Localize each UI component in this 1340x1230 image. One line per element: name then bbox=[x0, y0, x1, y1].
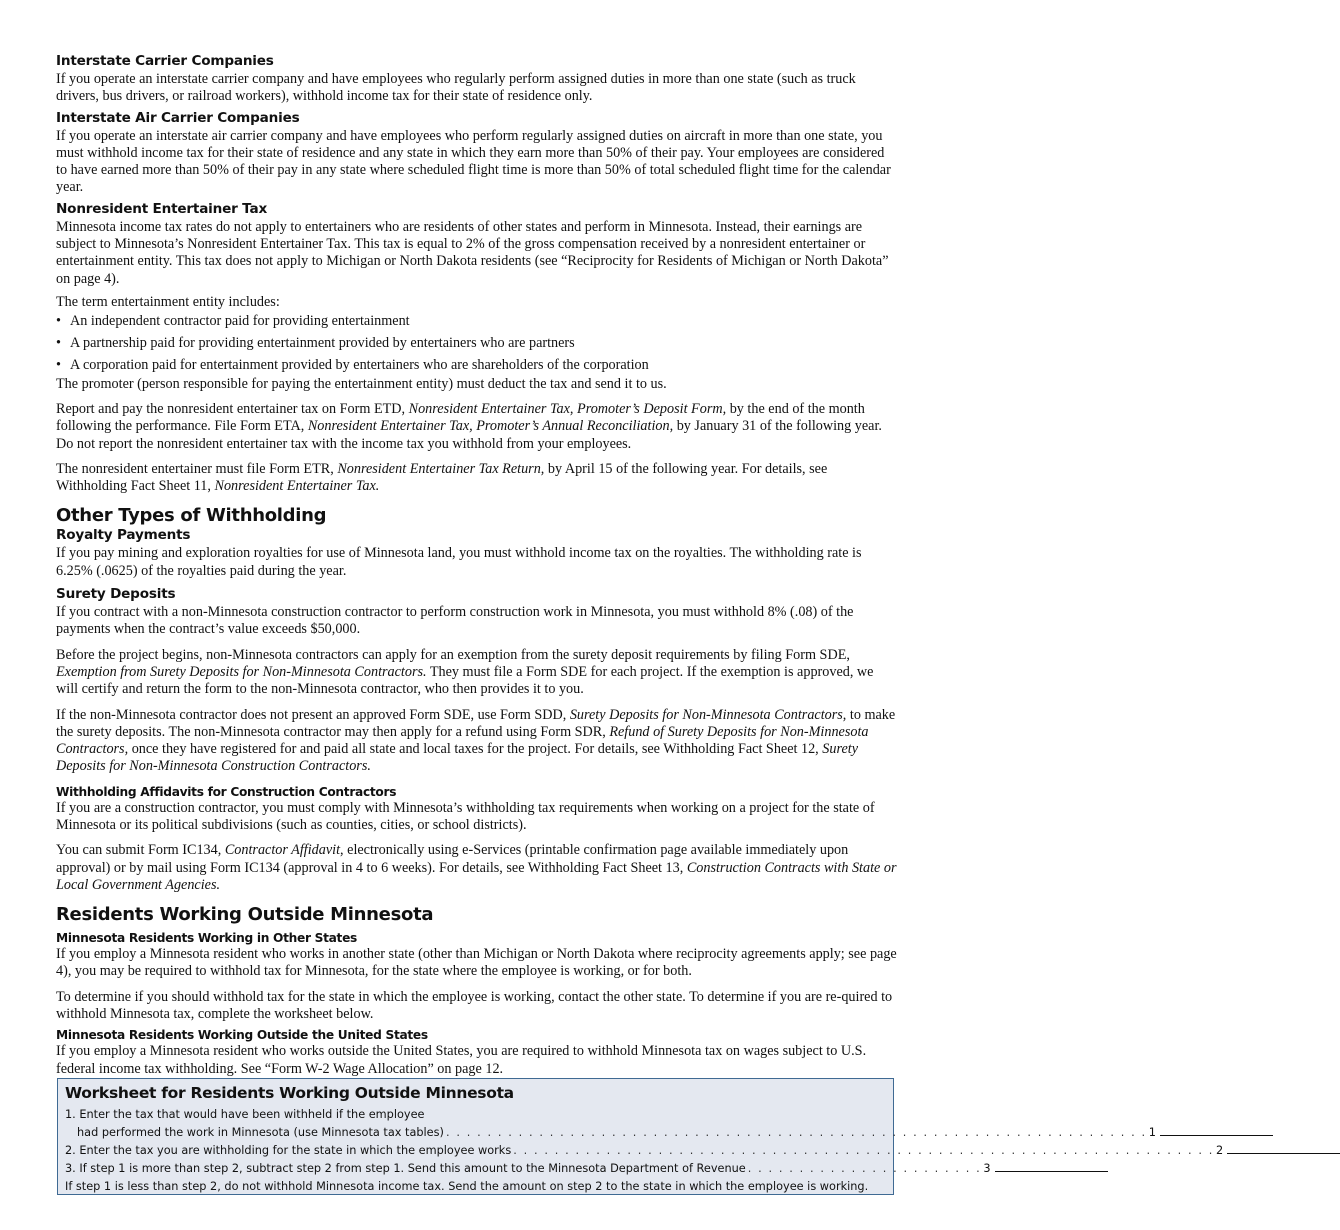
step-number: 1 bbox=[1148, 1126, 1156, 1139]
step-2-input-line[interactable] bbox=[1227, 1141, 1340, 1154]
worksheet-row-1: had performed the work in Minnesota (use Minnesota tax tables) . . . . . . . . . . . . . . . . . . . . . . . . . . . . . . . . . . . . . . . . . . . . . . . . . . . . . . . . . . . . . . . . . . . . 1 bbox=[65, 1123, 883, 1141]
outside-us-text: If you employ a Minnesota resident who works outside the United States, you are required to withhold Minnesota tax on wages subject to U.S. federal income tax withholding. See “Form W-2 Wage Allocation” on page 12. bbox=[56, 1043, 867, 1077]
worksheet-box bbox=[57, 1078, 1224, 1195]
other-states-p1: If you employ a Minnesota resident who works in another state (other than Michigan or North Dakota where reciprocity agreements apply; see page 4), you may be required to withhold tax for Minnesota, for the state where the employee is working, or for both. bbox=[56, 946, 897, 980]
dot-leader: . . . . . . . . . . . . . . . . . . . . . . . . . . . . . . . . . . . . . . . . . . . . . . . . . . . . . . . . . . . . . . . . . . . . bbox=[445, 1126, 1147, 1139]
entertainer-heading: Nonresident Entertainer Tax bbox=[56, 200, 268, 217]
other-states-heading: Minnesota Residents Working in Other States bbox=[56, 931, 357, 946]
affidavit-p2: You can submit Form IC134, Contractor Affidavit, electronically using e-Services (printable confirmation page available immediately upon approval) or by mail using Form IC134 (approval in 4 to 6 weeks). For details, see Withholding Fact Sheet 13, Construction Contracts with State or Local Government Agencies. bbox=[56, 842, 897, 893]
interstate-carrier-text: If you operate an interstate carrier company and have employees who regularly perform assigned duties in more than one state (such as truck drivers, bus drivers, or railroad workers), withhold income tax for their state of residence only. bbox=[56, 71, 856, 105]
affidavit-p1: If you are a construction contractor, you must comply with Minnesota’s withholding tax requirements when working on a project for the state of Minnesota or its political subdivisions (such as counties, cities, or school districts). bbox=[56, 799, 875, 833]
interstate-carrier-heading: Interstate Carrier Companies bbox=[56, 53, 274, 69]
interstate-air-heading: Interstate Air Carrier Companies bbox=[56, 109, 300, 126]
affidavit-heading: Withholding Affidavits for Construction Contractors bbox=[56, 784, 397, 799]
step-1-input-line[interactable] bbox=[1160, 1123, 1273, 1136]
worksheet-row-3: 3. If step 1 is more than step 2, subtract step 2 from step 1. Send this amount to the Minnesota Department of Revenue . . . . . . . . . . . . . . . . . . . . . . . 3 bbox=[65, 1159, 883, 1177]
entertainer-p1: Minnesota income tax rates do not apply to entertainers who are residents of other states and perform in Minnesota. Instead, their earnings are subject to Minnesota’s Nonresident Entertainer Tax. This tax is equal to 2% of the gross compensation received by a nonresident entertainer or entertainment entity. This tax does not apply to Michigan or North Dakota residents (see “Reciprocity for Residents of Michigan or North Dakota” on page 4). bbox=[56, 218, 889, 287]
entertainer-p3: The promoter (person responsible for paying the entertainment entity) must deduct the tax and send it to us. bbox=[56, 375, 667, 392]
worksheet-note: If step 1 is less than step 2, do not withhold Minnesota income tax. Send the amount on step 2 to the state in which the employee is working. bbox=[65, 1180, 869, 1193]
royalty-heading: Royalty Payments bbox=[56, 527, 191, 544]
surety-p1: If you contract with a non-Minnesota construction contractor to perform construction work in Minnesota, you must withhold 8% (.08) of the payments when the contract’s value exceeds $50,000. bbox=[56, 604, 854, 638]
dot-leader: . . . . . . . . . . . . . . . . . . . . . . . bbox=[747, 1162, 982, 1175]
dot-leader: . . . . . . . . . . . . . . . . . . . . . . . . . . . . . . . . . . . . . . . . . . . . . . . . . . . . . . . . . . . . . . . . . . . . bbox=[513, 1144, 1214, 1157]
worksheet-title: Worksheet for Residents Working Outside Minnesota bbox=[65, 1084, 514, 1102]
step-3-input-line[interactable] bbox=[995, 1159, 1108, 1172]
bullet-icon: • bbox=[56, 356, 61, 373]
residents-outside-heading: Residents Working Outside Minnesota bbox=[56, 904, 434, 926]
list-item: • A corporation paid for entertainment provided by entertainers who are shareholders of the corporation bbox=[56, 356, 649, 373]
surety-heading: Surety Deposits bbox=[56, 586, 176, 603]
outside-us-heading: Minnesota Residents Working Outside the United States bbox=[56, 1028, 428, 1043]
step-number: 2 bbox=[1216, 1144, 1224, 1157]
surety-p3: If the non-Minnesota contractor does not present an approved Form SDE, use Form SDD, Surety Deposits for Non-Minnesota Contractors, to make the surety deposits. The non-Minnesota contractor may then apply for a refund using Form SDR, Refund of Surety Deposits for Non-Minnesota Contractors, once they have registered for and paid all state and local taxes for the project. For details, see Withholding Fact Sheet 12, Surety Deposits for Non-Minnesota Construction Contractors. bbox=[56, 706, 896, 775]
bullet-icon: • bbox=[56, 313, 61, 330]
interstate-air-text: If you operate an interstate air carrier company and have employees who perform regularly assigned duties on aircraft in more than one state, you must withhold income tax for their state of residence and any state in which they earn more than 50% of their pay. Your employees are considered to have earned more than 50% of their pay in any state where scheduled flight time is more than 50% of total scheduled flight time for the calendar year. bbox=[56, 127, 891, 196]
other-states-p2: To determine if you should withhold tax for the state in which the employee is working, contact the other state. To determine if you are re-quired to withhold Minnesota tax, complete the worksheet below. bbox=[56, 988, 893, 1023]
list-item: • A partnership paid for providing entertainment provided by entertainers who are partners bbox=[56, 335, 575, 352]
other-types-heading: Other Types of Withholding bbox=[56, 505, 327, 527]
entertainer-p4: Report and pay the nonresident entertainer tax on Form ETD, Nonresident Entertainer Tax, Promoter’s Deposit Form, by the end of the month following the performance. File Form ETA, Nonresident Entertainer Tax, Promoter’s Annual Reconciliation, by January 31 of the following year. Do not report the nonresident entertainer tax with the income tax you withhold from your employees. bbox=[56, 400, 882, 452]
royalty-text: If you pay mining and exploration royalties for use of Minnesota land, you must withhold income tax on the royalties. The withholding rate is 6.25% (.0625) of the royalties paid during the year. bbox=[56, 545, 862, 579]
list-item: • An independent contractor paid for providing entertainment bbox=[56, 313, 410, 330]
entertainment-entity-list bbox=[56, 313, 898, 374]
bullet-icon: • bbox=[56, 335, 61, 352]
worksheet-line-1a: 1. Enter the tax that would have been withheld if the employee bbox=[65, 1108, 425, 1121]
worksheet-row-2: 2. Enter the tax you are withholding for the state in which the employee works . . . . . . . . . . . . . . . . . . . . . . . . . . . . . . . . . . . . . . . . . . . . . . . . . . . . . . . . . . . . . . . . . . . . 2 bbox=[65, 1141, 883, 1159]
entertainer-p5: The nonresident entertainer must file Form ETR, Nonresident Entertainer Tax Return, by April 15 of the following year. For details, see Withholding Fact Sheet 11, Nonresident Entertainer Tax. bbox=[56, 460, 828, 495]
surety-p2: Before the project begins, non-Minnesota contractors can apply for an exemption from the surety deposit requirements by filing Form SDE, Exemption from Surety Deposits for Non-Minnesota Contractors. They must file a Form SDE for each project. If the exemption is approved, we will certify and return the form to the non-Minnesota contractor, who then provides it to you. bbox=[56, 646, 874, 698]
entertainer-p2: The term entertainment entity includes: bbox=[56, 293, 280, 310]
step-number: 3 bbox=[983, 1162, 991, 1175]
